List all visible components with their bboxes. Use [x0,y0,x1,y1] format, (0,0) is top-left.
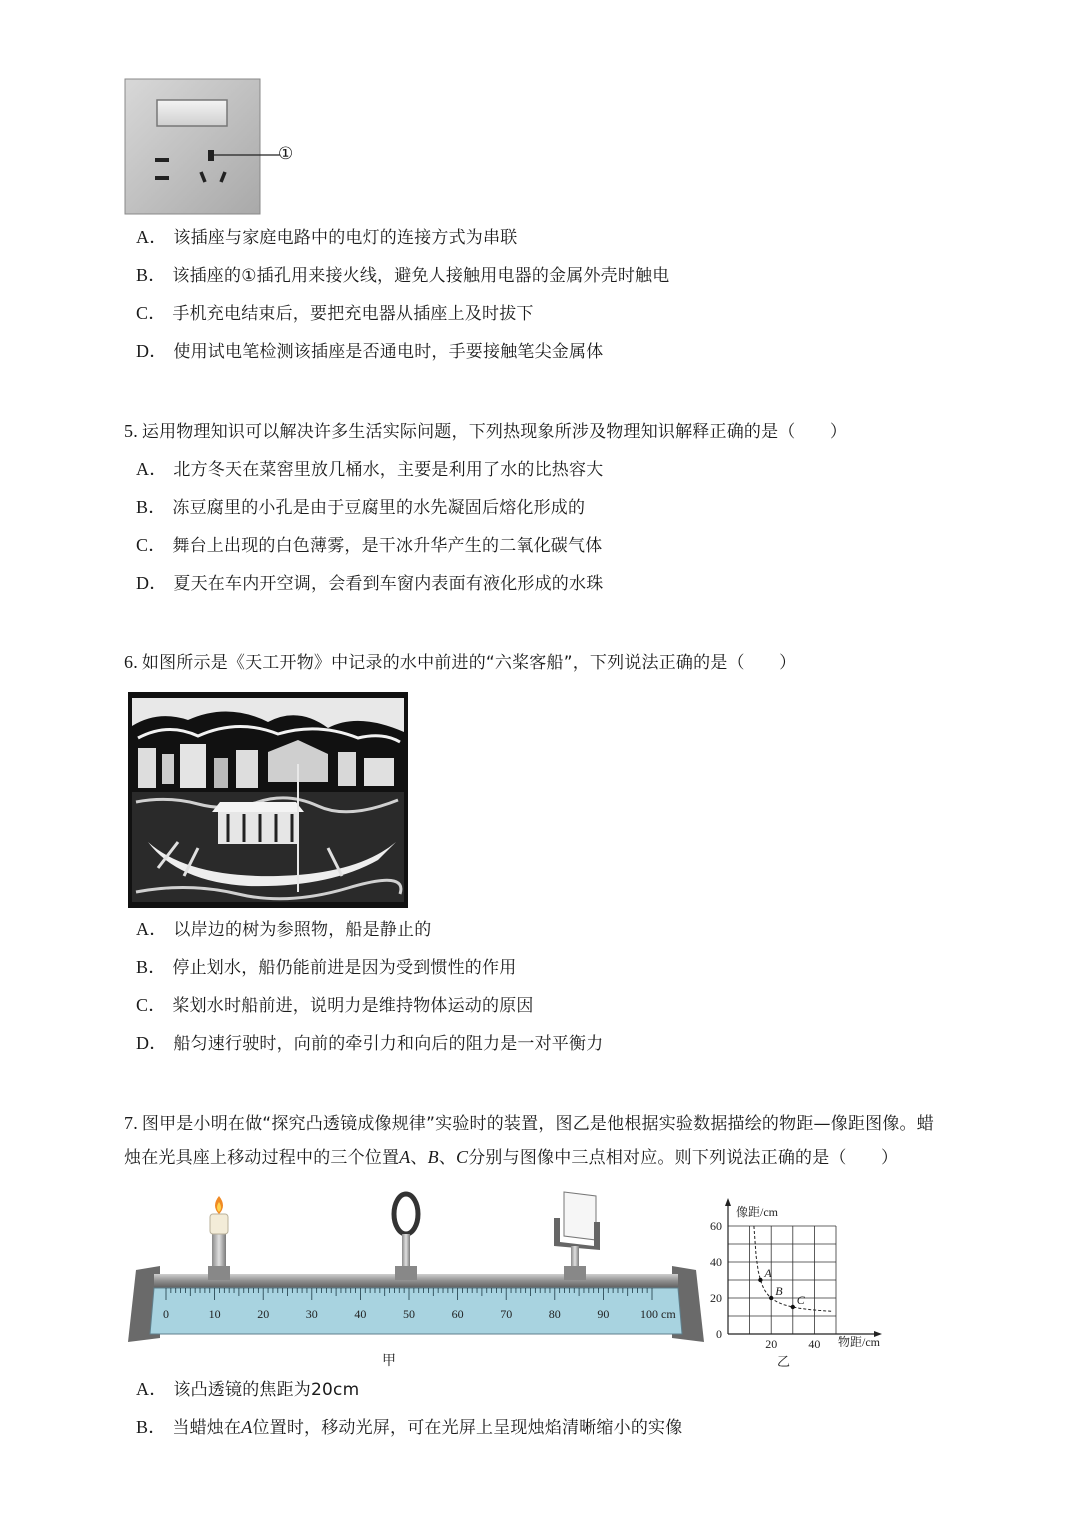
optical-bench-figure [124,1190,710,1370]
q5-option-d: D． 夏天在车内开空调，会看到车窗内表面有液化形成的水珠 [136,573,604,594]
graph-grid [728,1226,836,1334]
bench-scale-label: 100 cm [640,1307,676,1321]
graph-xlabel: 物距/cm [838,1335,880,1349]
boat-woodcut-image [128,692,408,908]
q5-stem: 5. 运用物理知识可以解决许多生活实际问题，下列热现象所涉及物理知识解释正确的是（ ） [124,421,848,442]
object-image-distance-chart [698,1196,898,1372]
q6-option-d: D． 船匀速行驶时，向前的牵引力和向后的阻力是一对平衡力 [136,1033,604,1054]
q6-option-c: C． 桨划水时船前进，说明力是维持物体运动的原因 [136,995,534,1016]
image-distance-graph [698,1196,898,1372]
graph-ylabel: 像距/cm [736,1205,778,1219]
q7-option-a: A． 该凸透镜的焦距为20cm [136,1379,360,1400]
bench-scale-label: 70 [500,1307,513,1321]
q7-stem-line2: 烛在光具座上移动过程中的三个位置A、B、C分别与图像中三点相对应。则下列说法正确的是（ ） [124,1147,899,1168]
graph-point-a [758,1278,762,1282]
graph-x-tick-label: 40 [808,1337,821,1351]
q5-option-a: A． 北方冬天在菜窖里放几桶水，主要是利用了水的比热容大 [136,459,604,480]
graph-x-tick-label: 20 [765,1337,778,1351]
q7-option-b: B． 当蜡烛在A位置时，移动光屏，可在光屏上呈现烛焰清晰缩小的实像 [136,1417,683,1438]
graph-y-tick-label: 60 [710,1219,722,1233]
graph-caption: 乙 [777,1354,791,1369]
bench-scale-label: 90 [597,1307,610,1321]
q5-option-c: C． 舞台上出现的白色薄雾，是干冰升华产生的二氧化碳气体 [136,535,603,556]
graph-point-label: B [775,1284,783,1298]
socket-figure [124,78,294,216]
bench-caption: 甲 [382,1354,396,1369]
candle-body [210,1214,228,1234]
q6-stem: 6. 如图所示是《天工开物》中记录的水中前进的“六桨客船”，下列说法正确的是（ ） [124,652,797,673]
q7-stem-line1: 7. 图甲是小明在做“探究凸透镜成像规律”实验时的装置，图乙是他根据实验数据描绘的物距—像距图像。蜡 [124,1113,934,1134]
socket-marker-label: ① [278,144,294,163]
q4-option-a: A． 该插座与家庭电路中的电灯的连接方式为串联 [136,227,518,248]
q4-option-d: D． 使用试电笔检测该插座是否通电时，手要接触笔尖金属体 [136,341,604,362]
bench-scale-label: 30 [305,1307,318,1321]
bench-scale-label: 50 [403,1307,415,1321]
q5-option-b: B． 冻豆腐里的小孔是由于豆腐里的水先凝固后熔化形成的 [136,497,586,518]
bench-scale-label: 10 [208,1307,221,1321]
graph-point-b [769,1296,773,1300]
bench-scale-label: 40 [354,1307,367,1321]
graph-y-tick-label: 0 [716,1327,722,1341]
graph-point-label: C [796,1293,805,1307]
six-oar-boat-picture [128,692,408,908]
q6-option-a: A． 以岸边的树为参照物，船是静止的 [136,919,432,940]
q4-option-b: B． 该插座的①插孔用来接火线，避免人接触用电器的金属外壳时触电 [136,265,670,286]
bench-scale-label: 80 [548,1307,561,1321]
graph-point-label: A [764,1266,772,1280]
graph-y-tick-label: 40 [710,1255,722,1269]
q6-option-b: B． 停止划水，船仍能前进是因为受到惯性的作用 [136,957,517,978]
convex-lens [394,1194,418,1234]
bench-scale-label: 20 [257,1307,270,1321]
graph-point-c [791,1305,795,1309]
light-screen [564,1192,596,1240]
bench-scale-label: 0 [163,1307,169,1321]
q4-option-c: C． 手机充电结束后，要把充电器从插座上及时拔下 [136,303,534,324]
bench-scale-label: 60 [451,1307,464,1321]
optical-bench-illustration [124,1190,710,1350]
graph-y-tick-label: 20 [710,1291,722,1305]
